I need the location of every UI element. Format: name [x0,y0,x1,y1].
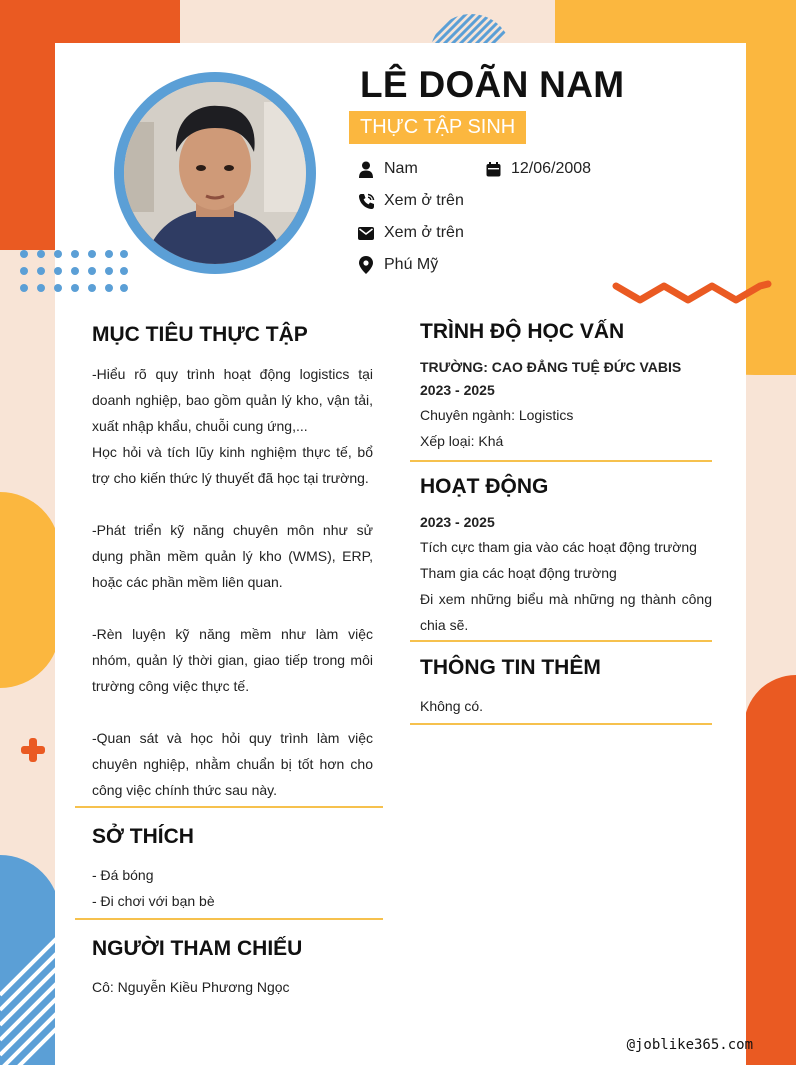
dob-value: 12/06/2008 [511,160,592,177]
plus-decoration [20,737,46,763]
mail-icon [357,224,375,242]
hobbies-title: SỞ THÍCH [92,825,194,848]
avatar [114,72,316,274]
objective-line: -Quan sát và học hỏi quy trình làm việc chuyên nghiệp, nhằm chuẩn bị tốt hơn cho công việc chính thức sau này. [92,730,373,798]
profile-photo [124,82,306,264]
email-value: Xem ở trên [384,224,464,241]
activities-body [420,510,712,638]
education-school: TRƯỜNG: CAO ĐẲNG TUỆ ĐỨC VABIS [420,359,682,375]
phone-row [357,192,464,210]
education-major: Chuyên ngành: Logistics [420,407,574,423]
role-badge: THỰC TẬP SINH [349,111,526,144]
activity-line: Đi xem những biểu mà những ng thành công chia sẽ. [420,591,712,633]
extra-info-text: Không có. [420,698,484,714]
phone-icon [357,192,375,210]
hobby-item: - Đá bóng [92,867,154,883]
education-title: TRÌNH ĐỘ HỌC VẤN [420,320,625,343]
address-row [357,256,438,274]
hobby-item: - Đi chơi với bạn bè [92,893,215,909]
address-value: Phú Mỹ [384,256,439,273]
zigzag-decoration [610,278,774,310]
divider [410,460,712,462]
divider [75,918,383,920]
extra-info-title: THÔNG TIN THÊM [420,656,601,679]
candidate-name: LÊ DOÃN NAM [360,64,625,105]
location-icon [357,256,375,274]
divider [410,723,712,725]
user-icon [357,160,375,178]
reference-title: NGƯỜI THAM CHIẾU [92,937,303,960]
objective-line: -Rèn luyện kỹ năng mềm như làm việc nhóm, quản lý thời gian, giao tiếp trong môi trường công việc thực tế. [92,626,373,694]
reference-text: Cô: Nguyễn Kiều Phương Ngọc [92,979,290,995]
divider [75,806,383,808]
education-years: 2023 - 2025 [420,382,495,398]
yellow-blob-left [0,492,60,688]
activities-title: HOẠT ĐỘNG [420,475,549,498]
calendar-icon [484,160,502,178]
objective-line: -Hiểu rõ quy trình hoạt động logistics tại doanh nghiệp, bao gồm quản lý kho, vận tải, xuất nhập khẩu, chuỗi cung ứng,... [92,366,373,434]
dots-decoration [16,246,132,294]
objective-body [92,361,373,803]
gender-value: Nam [384,160,418,177]
orange-blob-bottom-right [744,675,796,1065]
dob-row [484,160,591,178]
email-row [357,224,464,242]
objective-line: Học hỏi và tích lũy kinh nghiệm thực tế, bổ trợ cho kiến thức lý thuyết đã học tại trường. [92,444,373,486]
hobbies-list [92,862,373,914]
education-body [420,356,712,454]
activity-line: Tích cực tham gia vào các hoạt động trường [420,539,697,555]
gender-row [357,160,418,178]
objective-line: -Phát triển kỹ năng chuyên môn như sử dụng phần mềm quản lý kho (WMS), ERP, hoặc các phần mềm liên quan. [92,522,373,590]
divider [410,640,712,642]
activity-line: Tham gia các hoạt động trường [420,565,617,581]
striped-circle-decoration [428,12,514,46]
objective-title: MỤC TIÊU THỰC TẬP [92,323,308,346]
phone-value: Xem ở trên [384,192,464,209]
blue-blob-bottom-left [0,855,60,1065]
education-grade: Xếp loại: Khá [420,433,504,449]
activities-years: 2023 - 2025 [420,514,495,530]
watermark-credit: @joblike365.com [626,1037,753,1053]
